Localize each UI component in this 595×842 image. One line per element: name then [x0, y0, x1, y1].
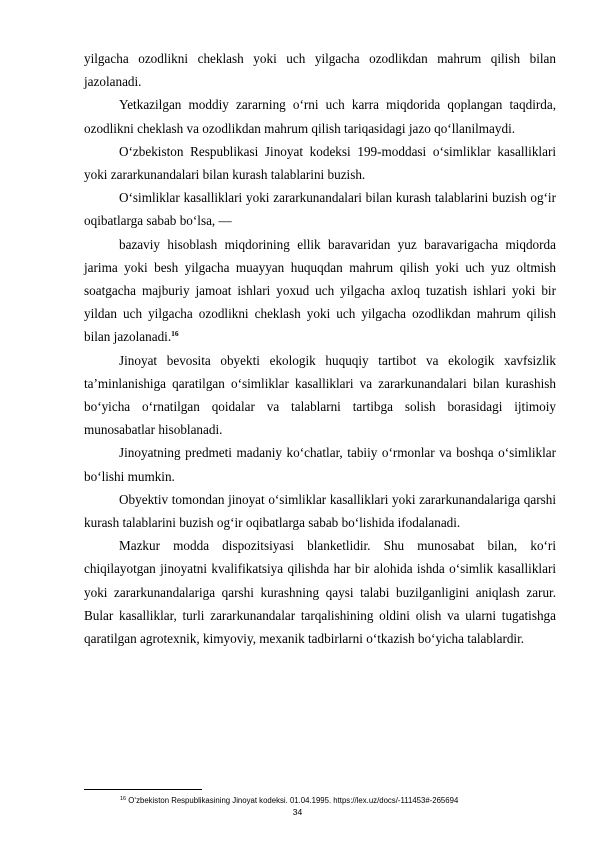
paragraph-7: Jinoyatning predmeti madaniy ko‘chatlar, tabiiy o‘rmonlar va boshqa o‘simliklar bo‘lishi mumkin.: [84, 445, 556, 484]
footnote-text: O‘zbekiston Respublikasining Jinoyat kodeksi. 01.04.1995. https://lex.uz/docs/-111453#-265694: [126, 796, 459, 805]
footnote-divider: [84, 789, 202, 790]
paragraph-5-text: bazaviy hisoblash miqdorining ellik baravaridan yuz baravarigacha miqdorda jarima yoki besh yilgacha muayyan huquqdan mahrum qilish yoki uch yuz oltmish soatgacha majburiy jamoat ishlari yoxud uch yilgacha axloq tuzatish ishlari yoki bir yildan uch yilgacha ozodlikni cheklash yoki uch yilgacha ozodlikdan mahrum qilish bilan jazolanadi.: [84, 236, 556, 345]
paragraph-6: Jinoyat bevosita obyekti ekologik huquqiy tartibot va ekologik xavfsizlik ta’minlanishiga qaratilgan o‘simliklar kasalliklari va zararkunandalari bilan kurashish bo‘yicha o‘rnatilgan qoidalar va talablarni tartibga solish borasidagi ijtimoiy munosabatlar hisoblanadi.: [84, 352, 556, 438]
paragraph-1: yilgacha ozodlikni cheklash yoki uch yilgacha ozodlikdan mahrum qilish bilan jazolanadi.: [84, 51, 556, 90]
paragraph-3: O‘zbekiston Respublikasi Jinoyat kodeksi 199-moddasi o‘simliklar kasalliklari yoki zararkunandalari bilan kurash talablarini buzish.: [84, 143, 556, 183]
page-number: 34: [292, 807, 303, 817]
footnote-reference: 16: [171, 329, 179, 339]
page-body: [84, 47, 556, 650]
paragraph-8: Obyektiv tomondan jinoyat o‘simliklar kasalliklari yoki zararkunandalariga qarshi kurash talablarini buzish og‘ir oqibatlarga sabab bo‘lishida ifodalanadi.: [84, 491, 556, 531]
footnote: [120, 796, 560, 806]
paragraph-4: O‘simliklar kasalliklari yoki zararkunandalari bilan kurash talablarini buzish og‘ir oqibatlarga sabab bo‘lsa, —: [84, 190, 556, 229]
paragraph-5: [84, 233, 556, 349]
footnote-number: 16: [120, 796, 127, 802]
paragraph-2: Yetkazilgan moddiy zararning o‘rni uch karra miqdorida qoplangan taqdirda, ozodlikni cheklash va ozodlikdan mahrum qilish tariqasidagi jazo qo‘llanilmaydi.: [84, 97, 556, 136]
paragraph-9: Mazkur modda dispozitsiyasi blanketlidir. Shu munosabat bilan, ko‘ri chiqilayotgan jinoyatni kvalifikatsiya qilishda har bir alohida ishda o‘simlik kasalliklari yoki zararkunandalariga qarshi kurashning qaysi talabi buzilganligini aniqlash zarur. Bular kasalliklar, turli zararkunandalar tarqalishining oldini olish va ularni tugatishga qaratilgan agrotexnik, kimyoviy, mexanik tadbirlarni o‘tkazish bo‘yicha talablardir.: [84, 538, 556, 647]
